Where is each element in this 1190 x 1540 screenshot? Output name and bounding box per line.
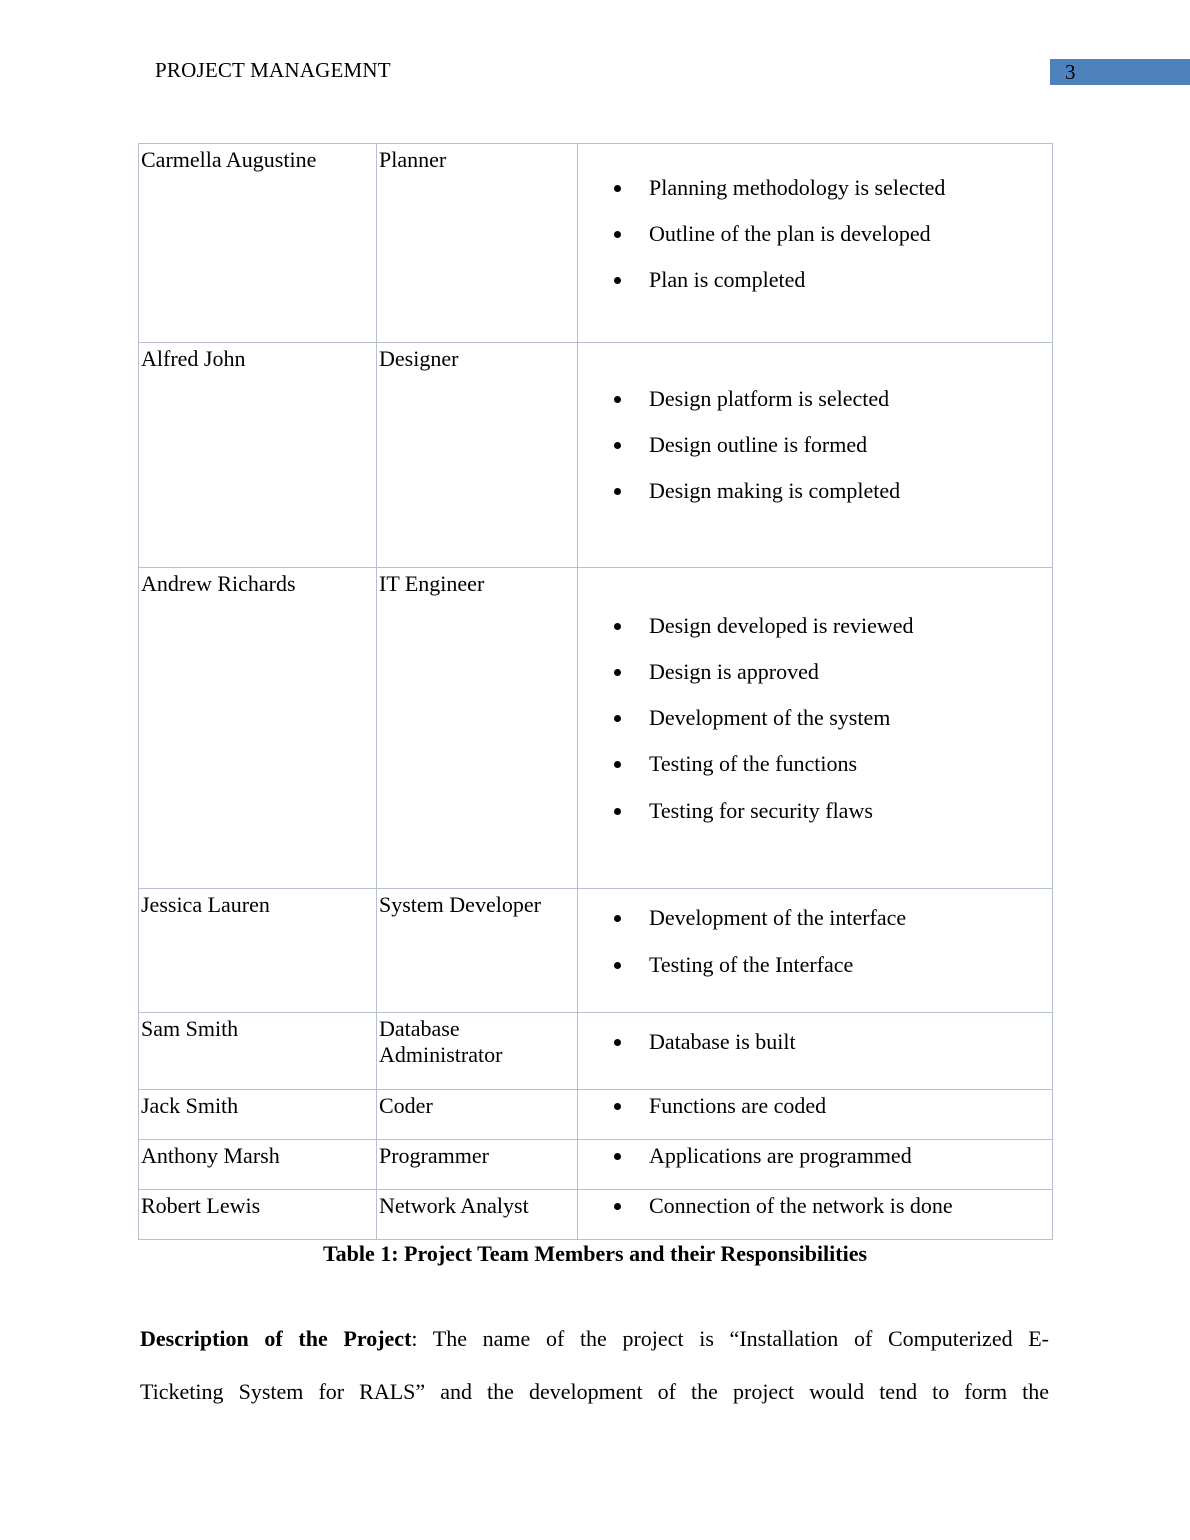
responsibility-text: Plan is completed [649,267,806,292]
project-description-paragraph [140,1312,1049,1418]
description-label: Description of the Project [140,1326,412,1351]
responsibility-text: Design developed is reviewed [649,613,914,638]
member-role-cell [377,889,578,1013]
bullet-icon [614,185,621,192]
responsibility-text: Development of the system [649,705,891,730]
team-responsibilities-table [138,143,1053,1240]
table-row [139,1190,1053,1240]
paragraph-line-2: Ticketing System for RALS” and the development of the project would tend to form the [140,1379,1049,1404]
bullet-icon [614,1039,621,1046]
list-item [578,478,1052,504]
responsibility-text: Functions are coded [649,1093,827,1118]
bullet-icon [614,1203,621,1210]
member-name-cell [139,568,377,889]
list-item [578,798,1052,824]
bullet-icon [614,277,621,284]
list-item [578,952,1052,978]
member-role: Programmer [379,1143,489,1168]
responsibilities-cell [578,1190,1053,1240]
member-role: Network Analyst [379,1193,529,1218]
member-name-cell [139,1190,377,1240]
responsibility-text: Design platform is selected [649,386,890,411]
member-name: Carmella Augustine [141,147,317,172]
member-role: Designer [379,346,459,371]
member-name-cell [139,1013,377,1090]
responsibility-text: Design outline is formed [649,432,868,457]
member-role: IT Engineer [379,571,485,596]
responsibility-text: Testing of the functions [649,751,858,776]
member-name: Jessica Lauren [141,892,270,917]
member-name-cell [139,144,377,343]
page-number: 3 [1065,60,1076,84]
bullet-icon [614,669,621,676]
responsibilities-cell [578,1090,1053,1140]
member-role-cell [377,144,578,343]
list-item [578,613,1052,639]
member-name-cell [139,1090,377,1140]
paragraph-line-1 [140,1312,1049,1365]
member-name: Robert Lewis [141,1193,261,1218]
bullet-icon [614,231,621,238]
table-row [139,144,1053,343]
responsibilities-cell [578,889,1053,1013]
responsibility-text: Connection of the network is done [649,1193,953,1218]
member-name-cell [139,889,377,1013]
list-item [578,1193,1052,1219]
table-row [139,1013,1053,1090]
bullet-icon [614,915,621,922]
responsibility-text: Outline of the plan is developed [649,221,931,246]
page-number-bar [1050,59,1190,85]
bullet-icon [614,962,621,969]
list-item [578,905,1052,931]
member-role-cell [377,1190,578,1240]
responsibility-text: Design making is completed [649,478,901,503]
member-name: Alfred John [141,346,246,371]
list-item [578,1143,1052,1169]
table-row [139,1140,1053,1190]
member-name: Sam Smith [141,1016,239,1041]
bullet-icon [614,808,621,815]
bullet-icon [614,761,621,768]
responsibility-text: Testing for security flaws [649,798,873,823]
table-row [139,889,1053,1013]
table-row [139,568,1053,889]
bullet-icon [614,715,621,722]
member-role-cell [377,1013,578,1090]
bullet-icon [614,442,621,449]
responsibility-text: Testing of the Interface [649,952,854,977]
responsibilities-cell [578,1140,1053,1190]
responsibility-text: Development of the interface [649,905,907,930]
responsibility-text: Planning methodology is selected [649,175,946,200]
list-item [578,267,1052,293]
responsibility-text: Database is built [649,1029,796,1054]
table-caption: Table 1: Project Team Members and their Responsibilities [322,1241,868,1266]
member-name: Jack Smith [141,1093,239,1118]
list-item [578,751,1052,777]
responsibilities-cell [578,1013,1053,1090]
member-role: Coder [379,1093,433,1118]
table-row [139,1090,1053,1140]
list-item [578,1029,1052,1055]
bullet-icon [614,396,621,403]
member-role: System Developer [379,892,541,917]
responsibilities-cell [578,568,1053,889]
table-row [139,343,1053,568]
member-role-cell [377,1140,578,1190]
running-header-title: PROJECT MANAGEMNT [155,58,391,82]
member-role-cell [377,568,578,889]
bullet-icon [614,1103,621,1110]
member-name-cell [139,1140,377,1190]
responsibilities-cell [578,144,1053,343]
list-item [578,175,1052,201]
description-line1-rest: : The name of the project is “Installation of Computerized E- [411,1326,1050,1351]
list-item [578,1093,1052,1119]
responsibilities-cell [578,343,1053,568]
list-item [578,659,1052,685]
responsibility-text: Applications are programmed [649,1143,912,1168]
list-item [578,705,1052,731]
member-role-cell [377,1090,578,1140]
responsibility-text: Design is approved [649,659,819,684]
member-name: Andrew Richards [141,571,296,596]
bullet-icon [614,623,621,630]
member-role-cell [377,343,578,568]
bullet-icon [614,488,621,495]
list-item [578,432,1052,458]
member-role: Planner [379,147,447,172]
list-item [578,221,1052,247]
member-name: Anthony Marsh [141,1143,280,1168]
list-item [578,386,1052,412]
bullet-icon [614,1153,621,1160]
member-role: Database Administrator [379,1016,503,1067]
member-name-cell [139,343,377,568]
